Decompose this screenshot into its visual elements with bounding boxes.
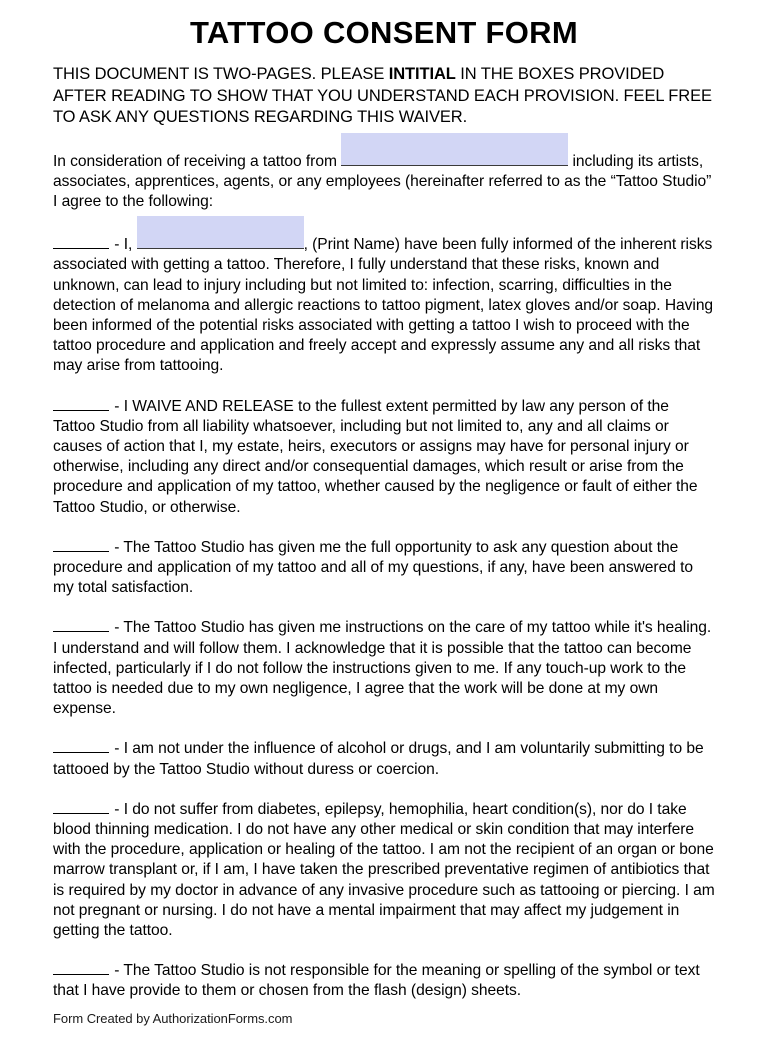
studio-name-field-highlight [341,133,568,165]
initial-paragraph-3 [53,538,715,599]
intro-instructions [53,64,715,129]
consideration-paragraph [53,149,715,213]
paragraph-1-text: , (Print Name) have been fully informed of the inherent risks associated with getting a tattoo. Therefore, I fully understand that these risks, known and unknown, can lead to injury including but not limited to: infection, scarring, difficulties in the detection of melanoma and allergic reactions to tattoo pigment, latex gloves and/or soap. Having been informed of the potential risks associated with getting a tattoo I wish to proceed with the tattoo procedure and application and freely accept and expressly assume any and all risks that may arise from tattooing. [53,236,714,375]
consideration-tail-text: including its artists, associates, apprentices, agents, or any employees (hereinafter referred to as the “Tattoo Studio” I agree to the following: [53,152,712,210]
page-title: TATTOO CONSENT FORM [189,15,578,50]
studio-name-field[interactable] [341,149,568,166]
initial-paragraph-4 [53,618,715,719]
initial-paragraph-5 [53,739,715,779]
paragraph-1-lead: - I, [110,236,137,254]
initial-blank-2[interactable] [53,397,109,411]
paragraph-3-text: - The Tattoo Studio has given me the full opportunity to ask any question about the procedure and application of my tattoo and all of my questions, if any, have been answered to my total satisfaction. [53,538,694,597]
footer-credit: Form Created by AuthorizationForms.com [53,1011,293,1026]
initial-paragraph-2 [53,397,715,518]
paragraph-4-text: - The Tattoo Studio has given me instructions on the care of my tattoo while it's healing. I understand and will follow them. I acknowledge that it is possible that the tattoo can become infected, particularly if I do not follow the instructions given to me. If any touch-up work to the tattoo is needed due to my own negligence, I agree that the work will be done at my own expense. [53,619,712,718]
initial-blank-5[interactable] [53,739,109,753]
initial-paragraph-6 [53,800,715,941]
initial-blank-3[interactable] [53,538,109,552]
initial-blank-6[interactable] [53,800,109,814]
initial-blank-4[interactable] [53,618,109,632]
print-name-field-highlight [137,216,304,248]
initial-blank-1[interactable] [53,235,109,249]
consideration-lead-text: In consideration of receiving a tattoo from [53,152,342,170]
initial-paragraph-1 [53,232,715,376]
print-name-field[interactable] [137,232,304,249]
initial-blank-7[interactable] [53,961,109,975]
initial-paragraph-7 [53,961,715,1001]
paragraph-2-text: - I WAIVE AND RELEASE to the fullest extent permitted by law any person of the Tattoo Studio from all liability whatsoever, including but not limited to, any and all claims or causes of action that I, my estate, heirs, executors or assigns may have for personal injury or otherwise, including any direct and/or consequential damages, which result or arise from the procedure and application of my tattoo, whether caused by the negligence or fault of either the Tattoo Studio, or otherwise. [53,397,698,516]
intro-text-before-bold: THIS DOCUMENT IS TWO-PAGES. PLEASE [53,65,389,83]
intro-text-after-bold: IN THE BOXES PROVIDED AFTER READING TO SHOW THAT YOU UNDERSTAND EACH PROVISION. FEEL FREE TO ASK ANY QUESTIONS REGARDING THIS WAIVER. [53,65,712,126]
paragraph-6-text: - I do not suffer from diabetes, epilepsy, hemophilia, heart condition(s), nor do I take blood thinning medication. I do not have any other medical or skin condition that may interfere with the procedure, application or healing of the tattoo. I am not the recipient of an organ or bone marrow transplant or, if I am, I have taken the prescribed preventative regimen of antibiotics that is required by my doctor in advance of any invasive procedure such as tattooing or piercing. I am not pregnant or nursing. I do not have a mental impairment that may affect my judgement in getting the tattoo. [53,800,715,939]
document-body [53,64,715,1002]
paragraph-7-text: - The Tattoo Studio is not responsible for the meaning or spelling of the symbol or text that I have provide to them or chosen from the flash (design) sheets. [53,962,700,1000]
paragraph-5-text: - I am not under the influence of alcohol or drugs, and I am voluntarily submitting to be tattooed by the Tattoo Studio without duress or coercion. [53,740,704,778]
intro-bold-initial: INTITIAL [388,65,456,83]
